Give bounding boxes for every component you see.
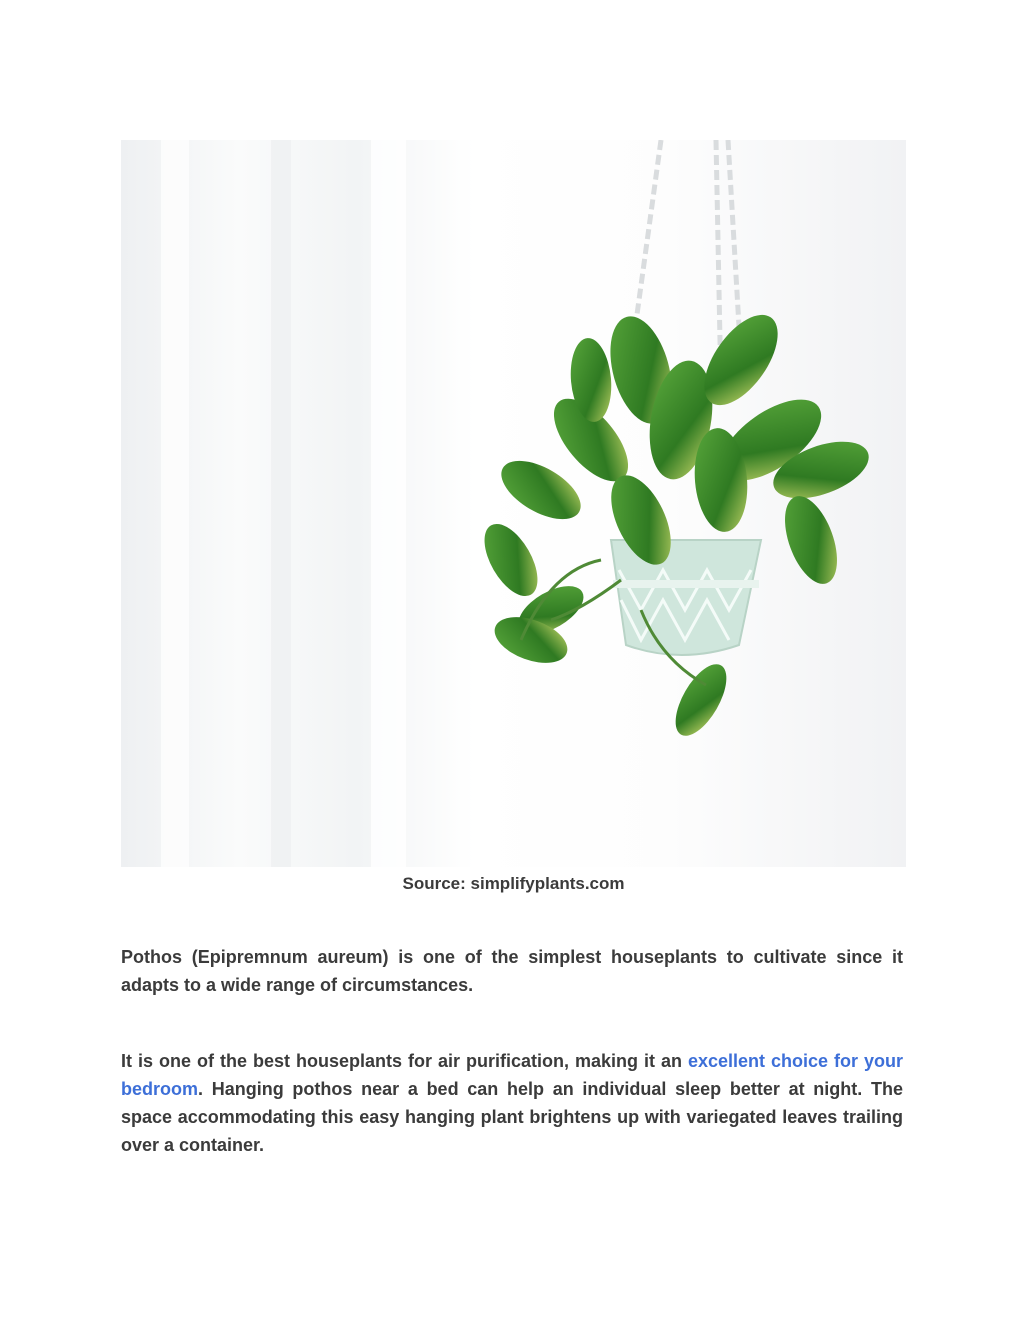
paragraph-intro: Pothos (Epipremnum aureum) is one of the simplest houseplants to cultivate since it adapts to a wide range of circumstances. xyxy=(121,947,903,995)
paragraph-text-after-link: . Hanging pothos near a bed can help an individual sleep better at night. The space accommodating this easy hanging plant brightens up with variegated leaves trailing over a container. xyxy=(121,1079,903,1155)
paragraph-text-before-link: It is one of the best houseplants for air purification, making it an xyxy=(121,1051,688,1071)
image-caption: Source: simplifyplants.com xyxy=(402,874,625,893)
hanging-plant-photo xyxy=(121,140,906,867)
pothos-illustration xyxy=(121,140,906,867)
paragraph-benefits xyxy=(121,1047,903,1159)
bedroom-link[interactable]: excellent choice for your bedroom xyxy=(121,1051,903,1099)
